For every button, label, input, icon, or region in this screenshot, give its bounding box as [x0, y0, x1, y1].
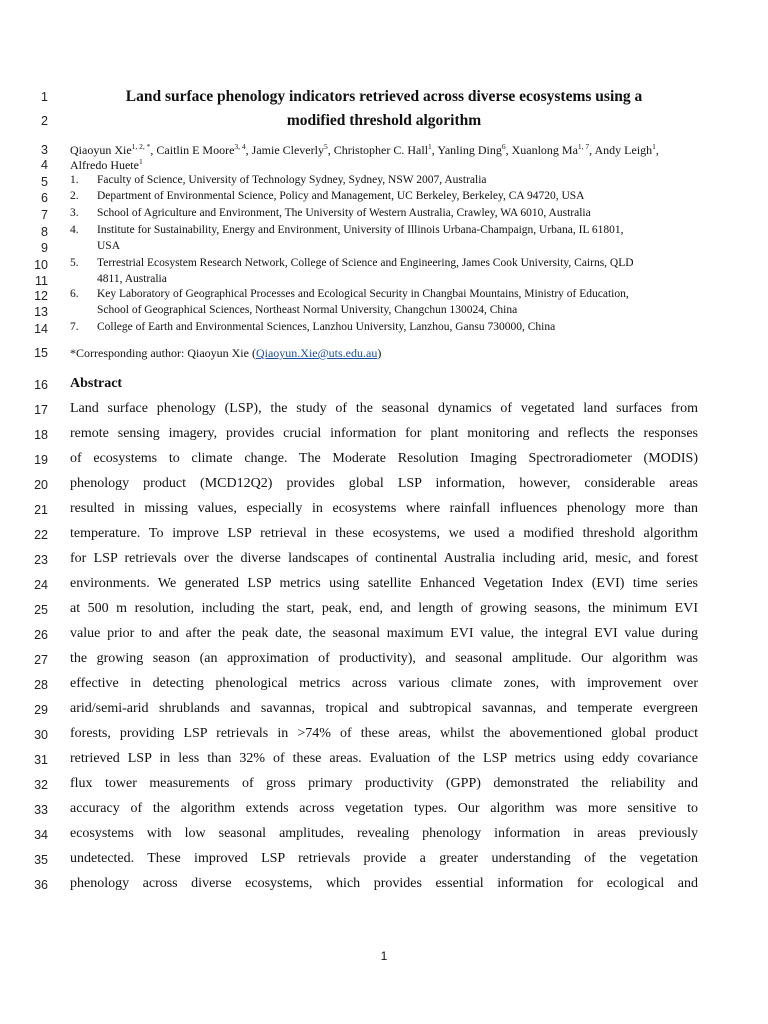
affiliation-text: School of Agriculture and Environment, The University of Western Australia, Crawley, WA 6010, Australia: [97, 207, 591, 219]
author-affiliation-mark: 1: [652, 142, 656, 151]
affiliation-number: 5.: [70, 257, 79, 269]
abstract-line: undetected. These improved LSP retrievals provide a greater understanding of the vegetation: [70, 851, 698, 866]
abstract-line: retrieved LSP in less than 32% of these areas. Evaluation of the LSP metrics using eddy covariance: [70, 751, 698, 766]
line-number: 30: [34, 728, 48, 742]
line-number: 9: [41, 241, 48, 255]
abstract-line: temperature. To improve LSP retrieval in these ecosystems, we used a modified threshold algorithm: [70, 526, 698, 541]
line-number: 5: [41, 175, 48, 189]
line-number: 18: [34, 428, 48, 442]
abstract-line: accuracy of the algorithm extends across vegetation types. Our algorithm was more sensitive to: [70, 801, 698, 816]
affiliation-text: Key Laboratory of Geographical Processes and Ecological Security in Changbai Mountains, Ministry of Education,: [97, 288, 629, 300]
line-number: 32: [34, 778, 48, 792]
line-number: 36: [34, 878, 48, 892]
affiliation-text: Terrestrial Ecosystem Research Network, College of Science and Engineering, James Cook University, Cairns, QLD: [97, 257, 634, 269]
line-number: 2: [41, 114, 48, 128]
affiliation-number: 7.: [70, 321, 79, 333]
line-number: 24: [34, 578, 48, 592]
author-name: Jamie Cleverly: [251, 143, 324, 157]
author-affiliation-mark: 5: [323, 142, 328, 151]
author-affiliation-mark: 1: [428, 142, 432, 151]
abstract-line: arid/semi-arid shrublands and savannas, tropical and subtropical savannas, and temperate evergreen: [70, 701, 698, 716]
line-number: 28: [34, 678, 48, 692]
affiliation-text: Department of Environmental Science, Policy and Management, UC Berkeley, Berkeley, CA 94720, USA: [97, 190, 585, 202]
corresponding-suffix: ): [377, 346, 382, 360]
author-affiliation-mark: 1, 2, *: [131, 142, 151, 151]
abstract-heading: Abstract: [70, 376, 123, 391]
line-number: 4: [41, 158, 48, 172]
line-number: 23: [34, 553, 48, 567]
line-number: 13: [34, 305, 48, 319]
abstract-line: Land surface phenology (LSP), the study of the seasonal dynamics of vegetated land surfaces from: [70, 401, 698, 416]
affiliation-number: 2.: [70, 190, 79, 202]
author-affiliation-mark: 1: [138, 157, 143, 166]
affiliation-text: USA: [97, 240, 121, 252]
abstract-line: resulted in missing values, especially in ecosystems where rainfall influences phenology more than: [70, 501, 698, 516]
abstract-line: the growing season (an approximation of productivity), and seasonal amplitude. Our algorithm was: [70, 651, 698, 666]
author-name: Andy Leigh: [594, 143, 653, 157]
affiliation-text: School of Geographical Sciences, Northeast Normal University, Changchun 130024, China: [97, 304, 518, 316]
line-number: 11: [35, 274, 48, 288]
abstract-line: at 500 m resolution, including the start, peak, end, and length of growing seasons, the minimum EVI: [70, 601, 698, 616]
affiliation-text: Institute for Sustainability, Energy and Environment, University of Illinois Urbana-Champaign, Urbana, IL 61801,: [97, 224, 624, 236]
line-number: 3: [41, 143, 48, 157]
abstract-line: ecosystems with low seasonal amplitudes, revealing phenology information in areas previously: [70, 826, 698, 841]
line-number: 14: [34, 322, 48, 336]
abstract-line: phenology across diverse ecosystems, which provides essential information for ecological and: [70, 876, 698, 891]
author-name: Alfredo Huete: [70, 158, 139, 172]
affiliation-text: Faculty of Science, University of Technology Sydney, Sydney, NSW 2007, Australia: [97, 174, 487, 186]
line-number: 8: [41, 225, 48, 239]
author-name: Xuanlong Ma: [511, 143, 578, 157]
line-number: 33: [34, 803, 48, 817]
corresponding-author: [70, 346, 381, 361]
affiliation-number: 6.: [70, 288, 79, 300]
abstract-line: flux tower measurements of gross primary productivity (GPP) demonstrated the reliability and: [70, 776, 698, 791]
page-number: 1: [380, 949, 388, 963]
corresponding-email-link[interactable]: Qiaoyun.Xie@uts.edu.au: [255, 346, 378, 360]
line-number: 35: [34, 853, 48, 867]
author-name: Christopher C. Hall: [333, 143, 429, 157]
corresponding-prefix: *Corresponding author: Qiaoyun Xie (: [70, 346, 256, 360]
line-number: 12: [34, 289, 48, 303]
abstract-line: of ecosystems to climate change. The Moderate Resolution Imaging Spectroradiometer (MODIS): [70, 451, 698, 466]
line-number: 1: [41, 90, 48, 104]
author-name: Qiaoyun Xie: [70, 143, 132, 157]
affiliation-number: 4.: [70, 224, 79, 236]
line-number: 29: [34, 703, 48, 717]
line-number: 10: [34, 258, 48, 272]
line-number: 27: [34, 653, 48, 667]
line-number: 20: [34, 478, 48, 492]
abstract-line: environments. We generated LSP metrics using satellite Enhanced Vegetation Index (EVI) time series: [70, 576, 698, 591]
line-number: 7: [41, 208, 48, 222]
author-affiliation-mark: 6: [501, 142, 506, 151]
author-affiliation-mark: 3, 4: [234, 142, 246, 151]
line-number: 21: [34, 503, 48, 517]
abstract-line: phenology product (MCD12Q2) provides global LSP information, however, considerable areas: [70, 476, 698, 491]
author-affiliation-mark: 1, 7: [577, 142, 590, 151]
line-number: 19: [34, 453, 48, 467]
line-number: 34: [34, 828, 48, 842]
line-number: 22: [34, 528, 48, 542]
author-list-continued: [70, 157, 143, 173]
affiliation-text: 4811, Australia: [97, 273, 167, 285]
affiliation-text: College of Earth and Environmental Sciences, Lanzhou University, Lanzhou, Gansu 730000, China: [97, 321, 556, 333]
line-number: 15: [34, 346, 48, 360]
line-number: 6: [41, 191, 48, 205]
abstract-line: for LSP retrievals over the diverse landscapes of continental Australia including arid, mesic, and forest: [70, 551, 698, 566]
abstract-line: remote sensing imagery, provides crucial information for plant monitoring and reflects the responses: [70, 426, 698, 441]
line-number: 26: [34, 628, 48, 642]
paper-title-line-1: Land surface phenology indicators retrieved across diverse ecosystems using a: [125, 88, 643, 105]
abstract-line: effective in detecting phenological metrics across various climate zones, with improvement over: [70, 676, 698, 691]
line-number: 25: [34, 603, 48, 617]
abstract-line: value prior to and after the peak date, the seasonal maximum EVI value, the integral EVI value during: [70, 626, 698, 641]
author-name: Yanling Ding: [437, 143, 502, 157]
affiliation-number: 3.: [70, 207, 79, 219]
line-number: 16: [34, 378, 48, 392]
line-number: 17: [34, 403, 48, 417]
author-name: Caitlin E Moore: [156, 143, 235, 157]
abstract-line: forests, providing LSP retrievals in >74% of these areas, whilst the abovementioned global product: [70, 726, 698, 741]
author-list: Qiaoyun Xie$^{1, 2, *}$, Caitlin E Moore$^{3, 4}$, Jamie Cleverly$^5$, Christopher C. Hall$^1$, Yanling Ding$^6$, Xuanlong Ma$^{1, 7}$, Andy Leigh$^1$,: [70, 142, 659, 157]
paper-title-line-2: modified threshold algorithm: [286, 112, 482, 129]
affiliation-number: 1.: [70, 174, 79, 186]
line-number: 31: [34, 753, 48, 767]
